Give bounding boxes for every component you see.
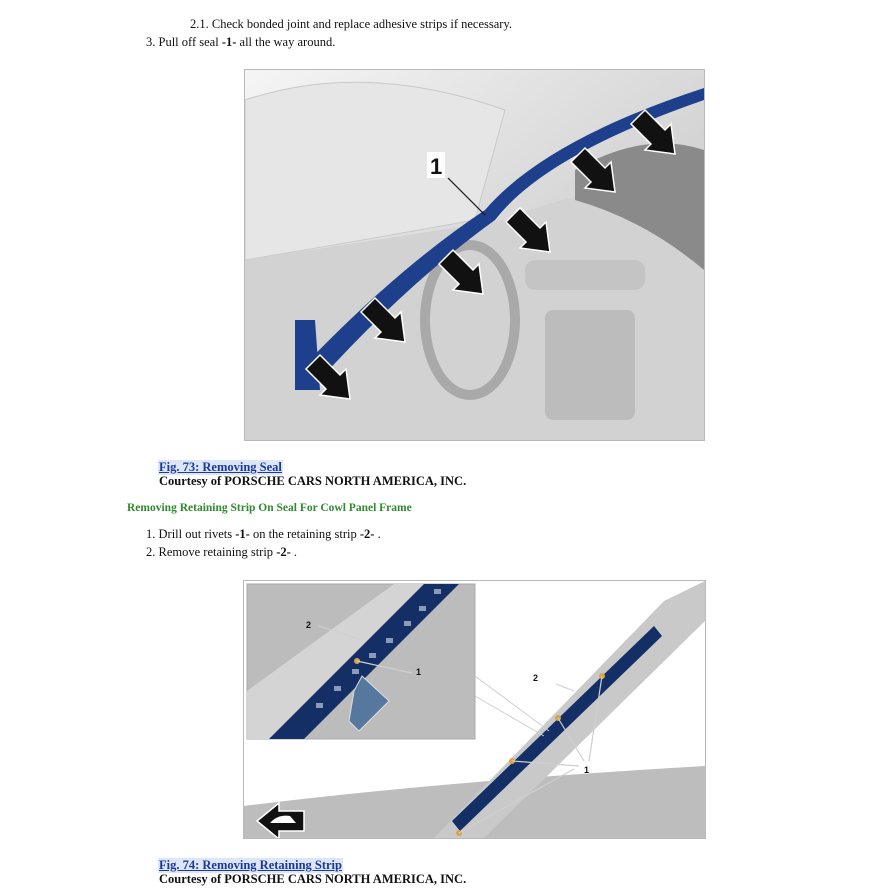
- a-pillar-illustration: [244, 581, 705, 838]
- step-text: Remove retaining strip: [158, 545, 277, 559]
- figure-73-caption-link[interactable]: Fig. 73: Removing Seal: [159, 460, 282, 474]
- figure-74-image: [243, 580, 706, 839]
- part-ref: -1-: [221, 35, 237, 49]
- step-text: on the retaining strip: [249, 527, 360, 541]
- svg-text:2: 2: [533, 673, 539, 683]
- svg-text:1: 1: [584, 765, 590, 775]
- step-number: 2.: [146, 545, 156, 559]
- step-number: 3.: [146, 35, 156, 49]
- step-text: .: [290, 545, 298, 559]
- figure-73-courtesy: Courtesy of PORSCHE CARS NORTH AMERICA, INC.: [159, 474, 467, 488]
- figure-74-courtesy: Courtesy of PORSCHE CARS NORTH AMERICA, INC.: [159, 872, 467, 886]
- step-text: all the way around.: [236, 35, 336, 49]
- step-1: [146, 526, 381, 542]
- part-ref: -1-: [235, 527, 250, 541]
- dashboard-illustration: [245, 70, 704, 440]
- part-ref: -2-: [359, 527, 375, 541]
- step-text: Pull off seal: [158, 35, 222, 49]
- step-text: Check bonded joint and replace adhesive strips if necessary.: [211, 17, 513, 31]
- svg-text:1: 1: [430, 154, 443, 179]
- step-number: 2.1.: [190, 17, 209, 31]
- svg-text:1: 1: [416, 667, 422, 677]
- step-text: .: [374, 527, 381, 541]
- step-text: Drill out rivets: [158, 527, 236, 541]
- step-2: [146, 544, 297, 560]
- part-ref: -2-: [276, 545, 291, 559]
- inset-detail: [247, 584, 475, 739]
- step-3: [146, 34, 335, 50]
- section-heading: Removing Retaining Strip On Seal For Cowl Panel Frame: [127, 502, 412, 514]
- svg-text:2: 2: [306, 620, 312, 630]
- figure-73-image: [244, 69, 705, 441]
- step-2-1: [190, 16, 512, 32]
- step-number: 1.: [146, 527, 156, 541]
- figure-74-caption-link[interactable]: Fig. 74: Removing Retaining Strip: [159, 858, 342, 872]
